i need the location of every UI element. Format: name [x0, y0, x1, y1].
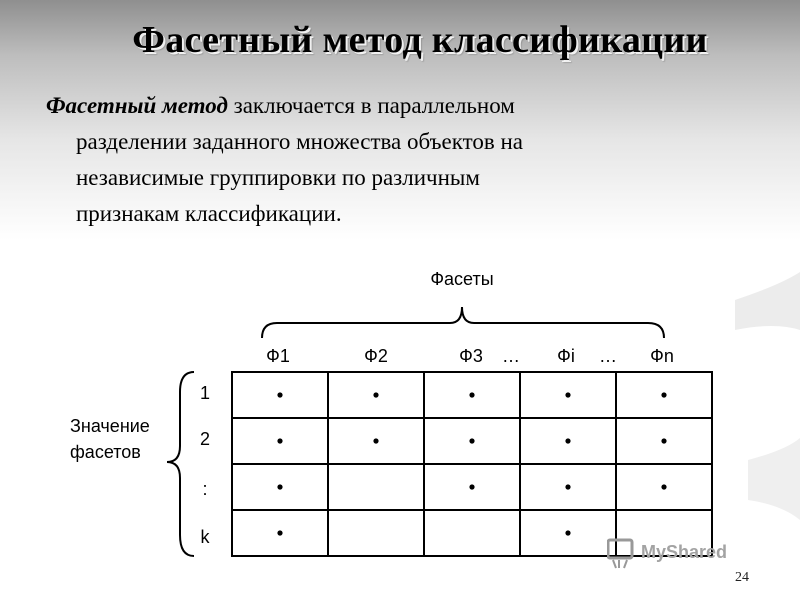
- cell-dot: [373, 438, 378, 443]
- cell-dot: [469, 484, 474, 489]
- definition-line-1-rest: заключается в параллельном: [227, 93, 515, 118]
- cell-dot: [373, 392, 378, 397]
- facet-header-3-text: Ф3: [459, 346, 483, 366]
- values-label-line-2: фасетов: [70, 442, 141, 462]
- page-number: 24: [735, 570, 749, 585]
- facet-header-2: [364, 346, 388, 366]
- facet-ellipsis-right: …: [599, 346, 617, 366]
- myshared-logo: [607, 535, 767, 569]
- cell-dot: [565, 484, 570, 489]
- definition-line-3: независимые группировки по различным: [76, 165, 480, 190]
- svg-text:Фn: [650, 346, 674, 366]
- facet-header-4: [557, 346, 575, 366]
- cell-dot: [565, 438, 570, 443]
- cell-dot: [661, 438, 666, 443]
- cell-dot: [277, 438, 282, 443]
- cell-dot: [469, 438, 474, 443]
- facet-header-5: [650, 346, 674, 366]
- svg-text:Ф2: [364, 346, 388, 366]
- slide-title: Фасетный метод классификации: [132, 19, 708, 61]
- cell-dot: [661, 392, 666, 397]
- values-brace: [167, 372, 194, 556]
- svg-text:Фi: [557, 346, 575, 366]
- facet-header-1: [266, 346, 290, 366]
- facets-label: Фасеты: [430, 269, 494, 289]
- facet-ellipsis-left: …: [502, 346, 520, 366]
- facet-header-5-text: Фn: [650, 346, 674, 366]
- cell-dot: [469, 392, 474, 397]
- logo-stand-icon: [613, 560, 627, 568]
- row-label-3: :: [202, 479, 208, 499]
- definition-term: Фасетный метод: [46, 93, 228, 118]
- svg-text:Ф1: [266, 346, 290, 366]
- cell-dot: [277, 392, 282, 397]
- cell-dot: [565, 392, 570, 397]
- definition-line-4: признакам классификации.: [76, 201, 342, 226]
- cell-dot: [661, 484, 666, 489]
- cell-dot: [277, 484, 282, 489]
- row-label-2: 2: [199, 429, 211, 449]
- facet-table: [232, 372, 712, 556]
- facets-brace: [262, 307, 664, 338]
- values-label-line-1: Значение: [70, 416, 150, 436]
- definition-line-2: разделении заданного множества объектов на: [76, 129, 523, 154]
- decorative-edge-strokes: [735, 272, 800, 520]
- facet-header-3: [459, 346, 483, 366]
- cell-dot: [565, 530, 570, 535]
- logo-monitor-icon: [608, 540, 632, 558]
- row-label-4: k: [200, 527, 210, 547]
- cell-dot: [277, 530, 282, 535]
- svg-text:Ф3: [459, 346, 483, 366]
- row-label-1: 1: [199, 383, 211, 403]
- facet-header-1-text: Ф1: [266, 346, 290, 366]
- facet-header-2-text: Ф2: [364, 346, 388, 366]
- facet-header-4-text: Фi: [557, 346, 575, 366]
- watermark-brand: MyShared: [641, 542, 728, 562]
